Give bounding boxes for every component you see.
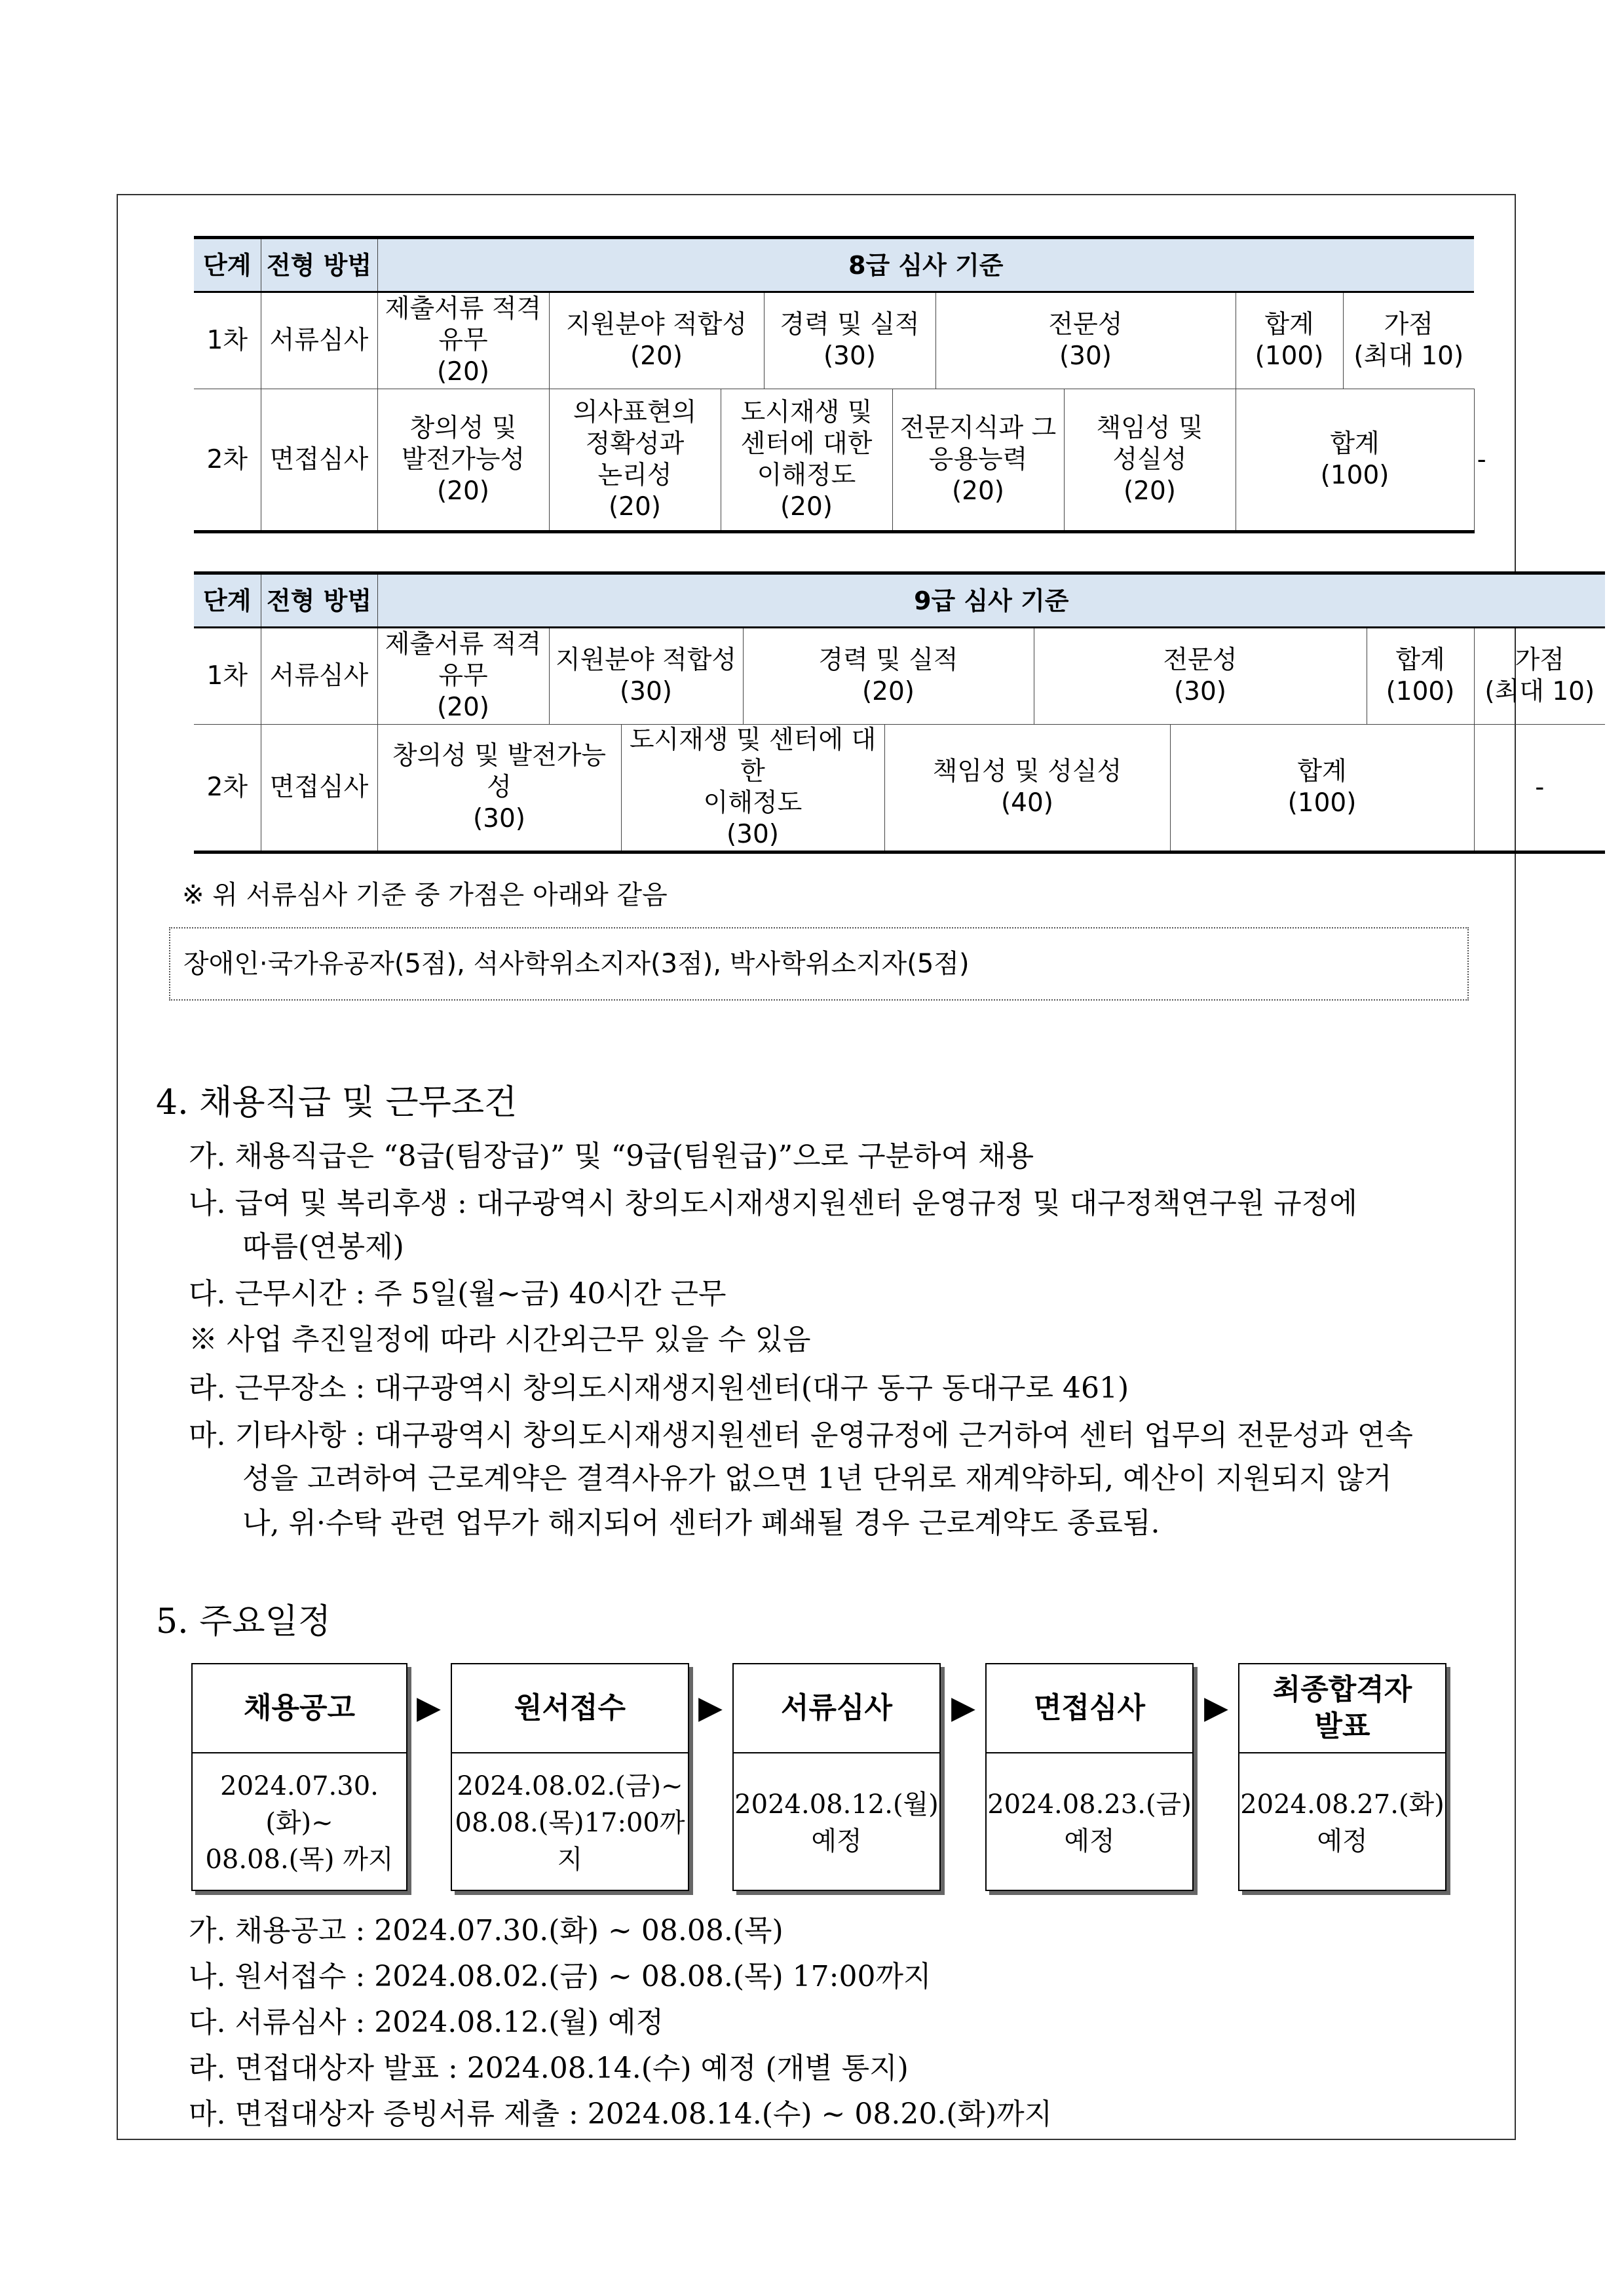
criteria-cell: 의사표현의 정확성과 논리성 (20) xyxy=(549,389,721,532)
method-cell: 면접심사 xyxy=(261,725,377,852)
schedule-step-title: 면접심사 xyxy=(987,1664,1192,1753)
criteria-title: 9급 심사 기준 xyxy=(377,573,1605,628)
criteria-cell: 도시재생 및 센터에 대한 이해정도 (20) xyxy=(721,389,892,532)
grade8-criteria-table xyxy=(194,236,1486,533)
criteria-cell: 제출서류 적격 유무 (20) xyxy=(377,628,549,725)
criteria-cell: 전문성 (30) xyxy=(935,292,1236,389)
schedule-step-title: 원서접수 xyxy=(452,1664,688,1753)
schedule-step xyxy=(451,1663,689,1891)
schedule-step xyxy=(1238,1663,1446,1891)
table-header-row xyxy=(194,573,1605,628)
section4-line: 다. 근무시간 : 주 5일(월~금) 40시간 근무 xyxy=(189,1277,727,1311)
total-cell: 합계 (100) xyxy=(1170,725,1474,852)
arrow-right-icon: ▶ xyxy=(951,1689,975,1726)
table-row xyxy=(194,292,1474,389)
arrow-right-icon: ▶ xyxy=(417,1689,441,1726)
section4-line: 따름(연봉제) xyxy=(242,1230,404,1263)
criteria-cell: 전문성 (30) xyxy=(1034,628,1367,725)
schedule-step-title: 채용공고 xyxy=(193,1664,406,1753)
method-cell: 서류심사 xyxy=(261,628,377,725)
section4-line: 나. 급여 및 복리후생 : 대구광역시 창의도시재생지원센터 운영규정 및 대구정책연구원 규정에 xyxy=(189,1187,1357,1220)
criteria-cell: 창의성 및 발전가능성 (30) xyxy=(377,725,621,852)
method-header: 전형 방법 xyxy=(261,573,377,628)
total-cell: 합계 (100) xyxy=(1236,389,1474,532)
criteria-cell: 지원분야 적합성 (20) xyxy=(549,292,764,389)
schedule-step-title: 서류심사 xyxy=(734,1664,939,1753)
section4-line: 나, 위·수탁 관련 업무가 해지되어 센터가 폐쇄될 경우 근로계약도 종료됨. xyxy=(242,1506,1160,1540)
criteria-cell: 전문지식과 그 응용능력 (20) xyxy=(892,389,1064,532)
schedule-step xyxy=(191,1663,407,1891)
section5-line: 라. 면접대상자 발표 : 2024.08.14.(수) 예정 (개별 통지) xyxy=(189,2052,909,2085)
bonus-cell: 가점 (최대 10) xyxy=(1474,628,1605,725)
stage-header: 단계 xyxy=(194,573,261,628)
criteria-cell: 책임성 및 성실성 (20) xyxy=(1064,389,1236,532)
total-cell: 합계 (100) xyxy=(1236,292,1343,389)
section5-line: 마. 면접대상자 증빙서류 제출 : 2024.08.14.(수) ~ 08.20.(화)까지 xyxy=(189,2097,1053,2131)
section4-line: 라. 근무장소 : 대구광역시 창의도시재생지원센터(대구 동구 동대구로 461) xyxy=(189,1371,1129,1405)
stage-header: 단계 xyxy=(194,238,261,292)
schedule-step xyxy=(732,1663,941,1891)
schedule-step-date: 2024.08.27.(화) 예정 xyxy=(1240,1789,1445,1856)
bonus-note: ※ 위 서류심사 기준 중 가점은 아래와 같음 xyxy=(182,880,668,910)
criteria-cell: 제출서류 적격 유무 (20) xyxy=(377,292,549,389)
stage-cell: 1차 xyxy=(194,292,261,389)
schedule-step-date: 2024.08.23.(금) 예정 xyxy=(987,1789,1192,1856)
section5-line: 나. 원서접수 : 2024.08.02.(금) ~ 08.08.(목) 17:00까지 xyxy=(189,1960,932,1993)
grade9-criteria-table xyxy=(194,571,1605,854)
section5-line: 가. 채용공고 : 2024.07.30.(화) ~ 08.08.(목) xyxy=(189,1914,784,1947)
schedule-step-date: 2024.08.12.(월) 예정 xyxy=(734,1789,939,1856)
stage-cell: 2차 xyxy=(194,389,261,532)
arrow-right-icon: ▶ xyxy=(1204,1689,1228,1726)
criteria-cell: 창의성 및 발전가능성 (20) xyxy=(377,389,549,532)
method-cell: 면접심사 xyxy=(261,389,377,532)
section4-line: ※ 사업 추진일정에 따라 시간외근무 있을 수 있음 xyxy=(189,1323,811,1356)
table-row: 2차 면접심사 창의성 및 발전가능성 (20) 의사표현의 정확성과 논리성 (20) 도시재생 및 센터에 대한 이해정도 (20) 전문지식과 그 응용능력 (20) 책임성 및 성실성 (20) 합계 (100) - xyxy=(194,389,1474,532)
section4-line: 가. 채용직급은 “8급(팀장급)” 및 “9급(팀원급)”으로 구분하여 채용 xyxy=(189,1139,1034,1173)
schedule-step-title: 최종합격자 발표 xyxy=(1239,1664,1445,1753)
criteria-title: 8급 심사 기준 xyxy=(377,238,1474,292)
table-row xyxy=(194,725,1605,852)
schedule-step xyxy=(985,1663,1194,1891)
bonus-box: 장애인·국가유공자(5점), 석사학위소지자(3점), 박사학위소지자(5점) xyxy=(169,927,1469,1001)
method-header: 전형 방법 xyxy=(261,238,377,292)
criteria-cell: 경력 및 실적 (30) xyxy=(764,292,935,389)
criteria-cell: 경력 및 실적 (20) xyxy=(743,628,1034,725)
table-header-row xyxy=(194,238,1474,292)
total-cell: 합계 (100) xyxy=(1367,628,1474,725)
bonus-cell: 가점 (최대 10) xyxy=(1343,292,1474,389)
schedule-step-date: 2024.07.30.(화)~ 08.08.(목) 까지 xyxy=(205,1771,394,1875)
bonus-cell: - xyxy=(1474,725,1605,852)
section5-line: 다. 서류심사 : 2024.08.12.(월) 예정 xyxy=(189,2006,664,2039)
table-row xyxy=(194,628,1605,725)
method-cell: 서류심사 xyxy=(261,292,377,389)
section4-line: 성을 고려하여 근로계약은 결격사유가 없으면 1년 단위로 재계약하되, 예산이 지원되지 않거 xyxy=(242,1462,1392,1495)
criteria-cell: 도시재생 및 센터에 대한 이해정도 (30) xyxy=(621,725,884,852)
section5-title: 5. 주요일정 xyxy=(156,1602,331,1641)
arrow-right-icon: ▶ xyxy=(698,1689,723,1726)
section4-title: 4. 채용직급 및 근무조건 xyxy=(156,1083,518,1122)
criteria-cell: 지원분야 적합성 (30) xyxy=(549,628,743,725)
stage-cell: 2차 xyxy=(194,725,261,852)
schedule-step-date: 2024.08.02.(금)~ 08.08.(목)17:00까지 xyxy=(455,1771,685,1875)
section4-line: 마. 기타사항 : 대구광역시 창의도시재생지원센터 운영규정에 근거하여 센터 업무의 전문성과 연속 xyxy=(189,1419,1413,1452)
stage-cell: 1차 xyxy=(194,628,261,725)
criteria-cell: 책임성 및 성실성 (40) xyxy=(884,725,1170,852)
